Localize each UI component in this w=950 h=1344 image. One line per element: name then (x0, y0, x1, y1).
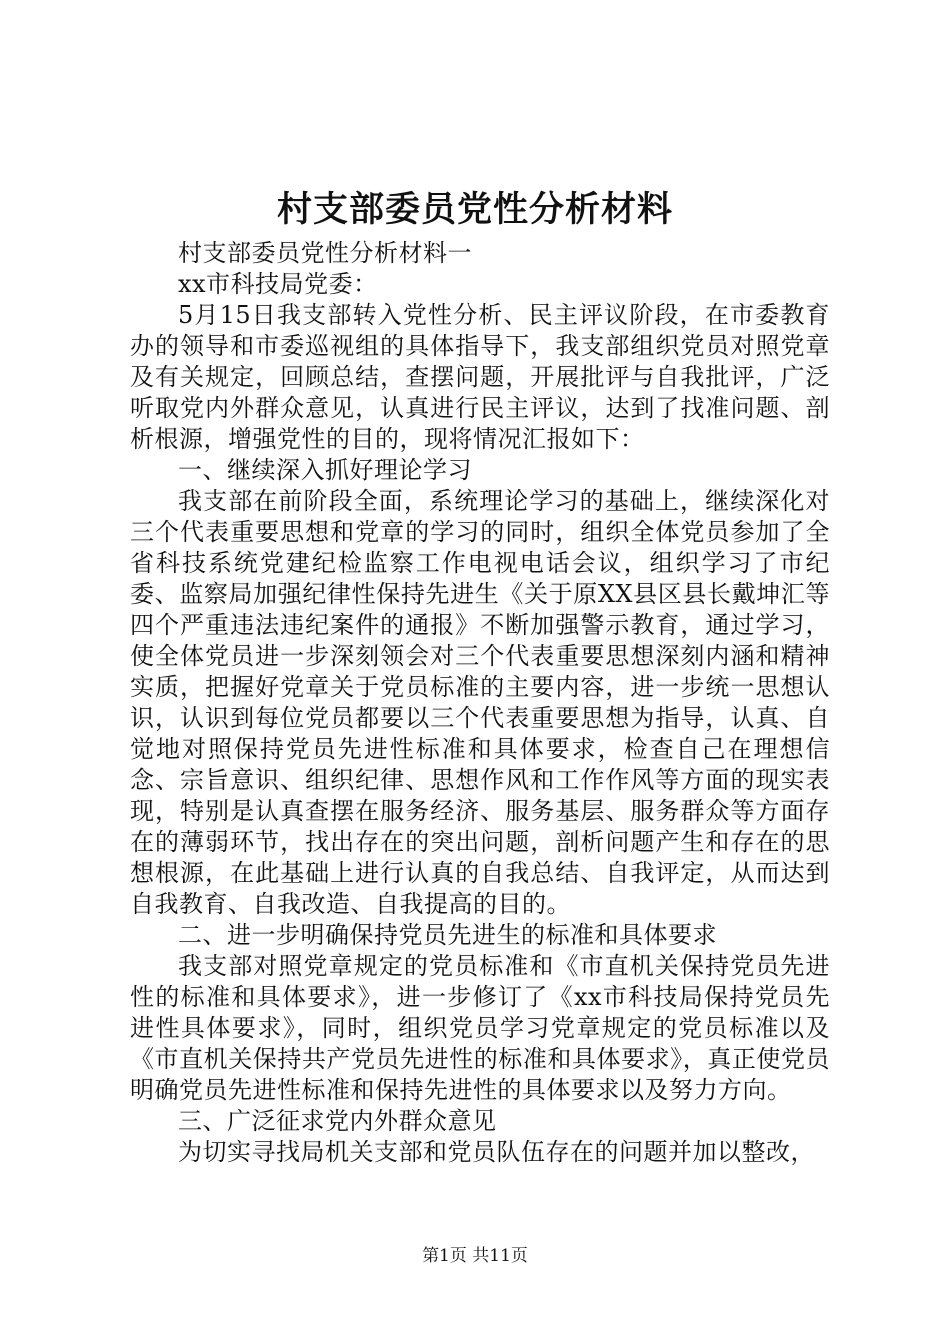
page-footer: 第1页 共11页 (422, 1246, 528, 1266)
document-body (130, 238, 830, 1168)
subtitle-paragraph: 村支部委员党性分析材料一 (178, 239, 472, 267)
document-title: 村支部委员党性分析材料 (276, 189, 673, 230)
section-heading-2: 二、进一步明确保持党员先进生的标准和具体要求 (178, 921, 717, 949)
section-3-paragraph: 为切实寻找局机关支部和党员队伍存在的问题并加以整改， (178, 1138, 815, 1166)
intro-paragraph: 5月15日我支部转入党性分析、民主评议阶段，在市委教育办的领导和市委巡视组的具体指导下，我支部组织党员对照党章及有关规定，回顾总结，查摆问题，开展批评与自我批评，广泛听取党内外群众意见，认真进行民主评议，达到了找准问题、剖析根源，增强党性的目的，现将情况汇报如下： (130, 301, 830, 453)
section-2-paragraph: 我支部对照党章规定的党员标准和《市直机关保持党员先进性的标准和具体要求》，进一步修订了《xx市科技局保持党员先进性具体要求》，同时，组织党员学习党章规定的党员标准以及《市直机关保持共产党员先进性的标准和具体要求》，真正使党员明确党员先进性标准和保持先进性的具体要求以及努力方向。 (130, 952, 830, 1104)
section-1-paragraph: 我支部在前阶段全面，系统理论学习的基础上，继续深化对三个代表重要思想和党章的学习的同时，组织全体党员参加了全省科技系统党建纪检监察工作电视电话会议，组织学习了市纪委、监察局加强纪律性保持先进生《关于原XX县区县长戴坤汇等四个严重违法违纪案件的通报》不断加强警示教育，通过学习，使全体党员进一步深刻领会对三个代表重要思想深刻内涵和精神实质，把握好党章关于党员标准的主要内容，进一步统一思想认识，认识到每位党员都要以三个代表重要思想为指导，认真、自觉地对照保持党员先进性标准和具体要求，检查自己在理想信念、宗旨意识、组织纪律、思想作风和工作作风等方面的现实表现，特别是认真查摆在服务经济、服务基层、服务群众等方面存在的薄弱环节，找出存在的突出问题，剖析问题产生和存在的思想根源，在此基础上进行认真的自我总结、自我评定，从而达到自我教育、自我改造、自我提高的目的。 (130, 487, 830, 918)
section-heading-3: 三、广泛征求党内外群众意见 (178, 1107, 497, 1135)
section-heading-1: 一、继续深入抓好理论学习 (178, 456, 472, 484)
salutation-paragraph: xx市科技局党委： (178, 270, 378, 298)
